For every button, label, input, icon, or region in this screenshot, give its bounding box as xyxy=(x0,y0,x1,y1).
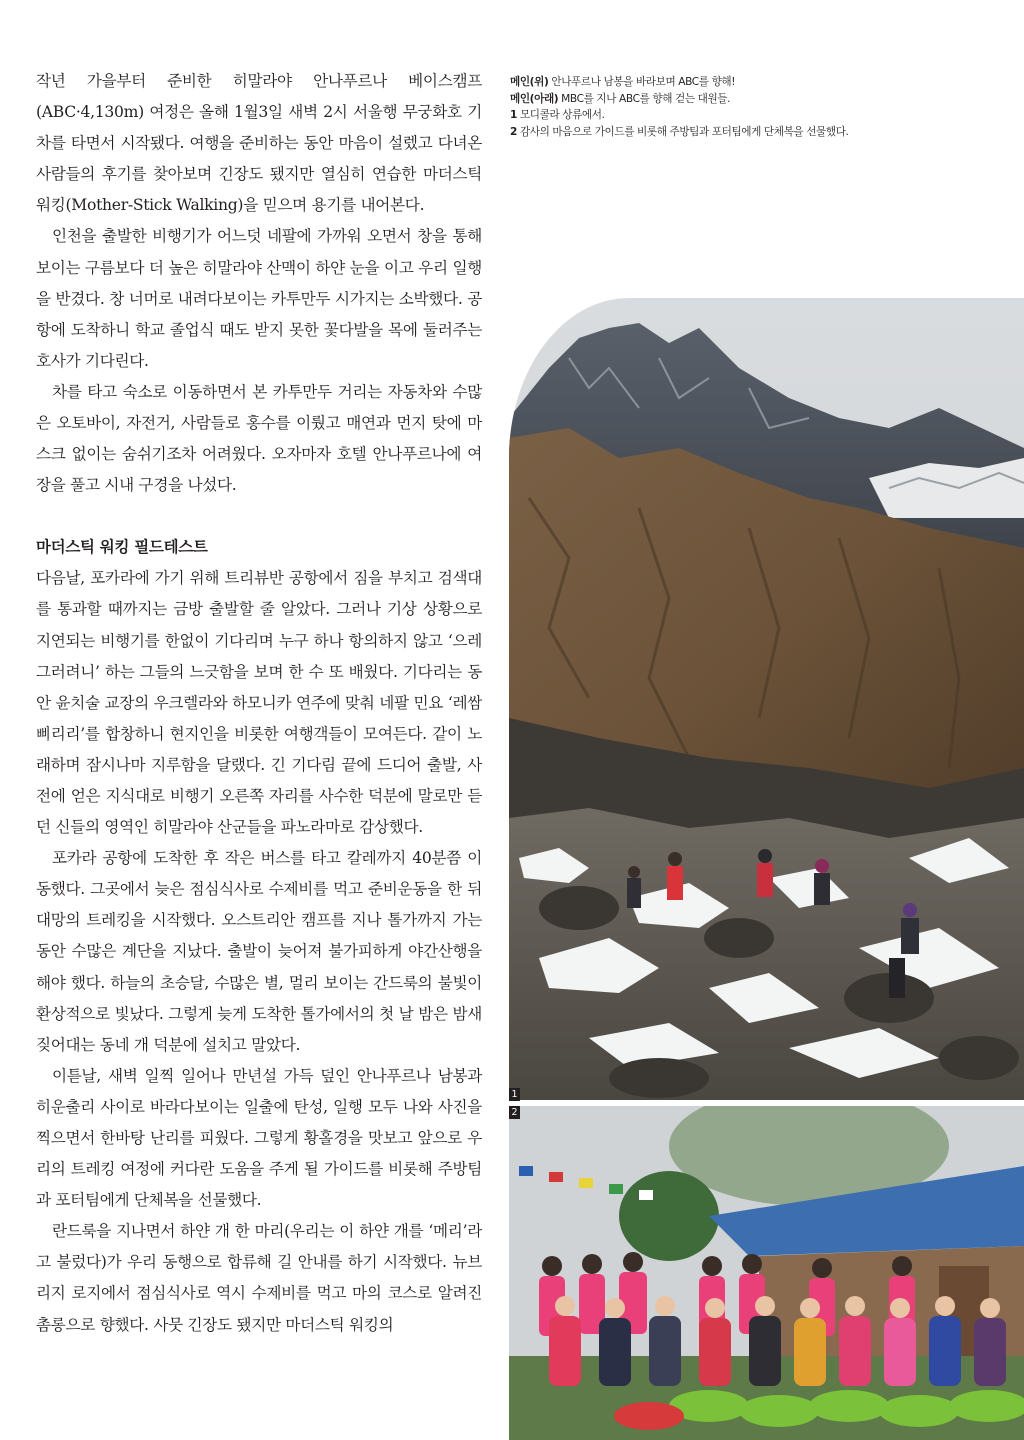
section-heading: 마더스틱 워킹 필드테스트 xyxy=(36,538,208,557)
group-photo-illustration xyxy=(509,1106,1024,1440)
photo-2-number: 2 xyxy=(509,1106,520,1119)
paragraph-7: 란드룩을 지나면서 하얀 개 한 마리(우리는 이 하얀 개를 ‘메리’라고 불렀다)가 우리 동행으로 합류해 길 안내를 하기 시작했다. 뉴브리지 로지에서 점심식사로 역시 수제비를 먹고 마의 코스로 알려진 촘롱으로 향했다. 사뭇 긴장도 됐지만 마더스틱 워킹의 xyxy=(36,1222,482,1334)
photo-captions xyxy=(510,74,1010,140)
article-body xyxy=(36,66,482,1341)
caption-main-bottom: 메인(아래) MBC를 지나 ABC를 향해 걷는 대원들. xyxy=(510,92,731,105)
paragraph-4: 다음날, 포카라에 가기 위해 트리뷰반 공항에서 짐을 부치고 검색대를 통과할 때까지는 금방 출발할 줄 알았다. 그러나 기상 상황으로 지연되는 비행기를 한없이 기다리며 누구 하나 항의하지 않고 ‘으레 그러려니’ 하는 그들의 느긋함을 보며 한 수 또 배웠다. 기다리는 동안 윤치술 교장의 우크렐라와 하모니카 연주에 맞춰 네팔 민요 ‘레쌈삐리리’를 합창하니 현지인을 비롯한 여행객들이 모여든다. 같이 노래하며 잠시나마 지루함을 달랬다. 긴 기다림 끝에 드디어 출발, 사전에 얻은 지식대로 비행기 오른쪽 자리를 사수한 덕분에 말로만 듣던 신들의 영역인 히말라야 산군들을 파노라마로 감상했다. xyxy=(36,569,482,837)
paragraph-5: 포카라 공항에 도착한 후 작은 버스를 타고 칼레까지 40분쯤 이동했다. 그곳에서 늦은 점심식사로 수제비를 먹고 준비운동을 한 뒤 대망의 트레킹을 시작했다. 오스트리안 캠프를 지나 톨가까지 가는 동안 수많은 계단을 지났다. 출발이 늦어져 불가피하게 야간산행을 해야 했다. 하늘의 초승달, 수많은 별, 멀리 보이는 간드룩의 불빛이 환상적으로 빛났다. 그렇게 늦게 도착한 톨가에서의 첫 날 밤은 밤새 짖어대는 동네 개 덕분에 설치고 말았다. xyxy=(36,849,482,1054)
paragraph-6: 이튿날, 새벽 일찍 일어나 만년설 가득 덮인 안나푸르나 남봉과 히운출리 사이로 바라다보이는 일출에 탄성, 일행 모두 나와 사진을 찍으면서 한바탕 난리를 피웠다. 그렇게 황홀경을 맛보고 앞으로 우리의 트레킹 여정에 커다란 도움을 주게 될 가이드를 비롯해 주방팀과 포터팀에게 단체복을 선물했다. xyxy=(36,1066,482,1210)
photo-1-number: 1 xyxy=(509,1088,520,1101)
mountain-trek-illustration xyxy=(509,298,1024,1100)
paragraph-2: 인천을 출발한 비행기가 어느덧 네팔에 가까워 오면서 창을 통해 보이는 구름보다 더 높은 히말라야 산맥이 하얀 눈을 이고 우리 일행을 반겼다. 창 너머로 내려다보이는 카투만두 시가지는 소박했다. 공항에 도착하니 학교 졸업식 때도 받지 못한 꽃다발을 목에 둘러주는 호사가 기다린다. xyxy=(36,227,482,370)
mountain-trek-photo xyxy=(509,298,1024,1100)
paragraph-1: 작년 가을부터 준비한 히말라야 안나푸르나 베이스캠프(ABC·4,130m) 여정은 올해 1월3일 새벽 2시 서울행 무궁화호 기차를 타면서 시작됐다. 여행을 준비하는 동안 마음이 설렜고 다녀온 사람들의 후기를 찾아보며 긴장도 됐지만 열심히 연습한 마더스틱 워킹(Mother-Stick Walking)을 믿으며 용기를 내어본다. xyxy=(36,72,482,215)
caption-main-top: 메인(위) 안나푸르나 남봉을 바라보며 ABC를 향해! xyxy=(510,76,736,88)
caption-1: 1 모디콜라 상류에서. xyxy=(510,109,605,121)
group-photo xyxy=(509,1106,1024,1440)
paragraph-3: 차를 타고 숙소로 이동하면서 본 카투만두 거리는 자동차와 수많은 오토바이, 자전거, 사람들로 홍수를 이뤘고 매연과 먼지 탓에 마스크 없이는 숨쉬기조차 어려웠다. 오자마자 호텔 안나푸르나에 여장을 풀고 시내 구경을 나섰다. xyxy=(36,382,482,495)
caption-2: 2 감사의 마음으로 가이드를 비롯해 주방팀과 포터팀에게 단체복을 선물했다. xyxy=(510,125,849,138)
